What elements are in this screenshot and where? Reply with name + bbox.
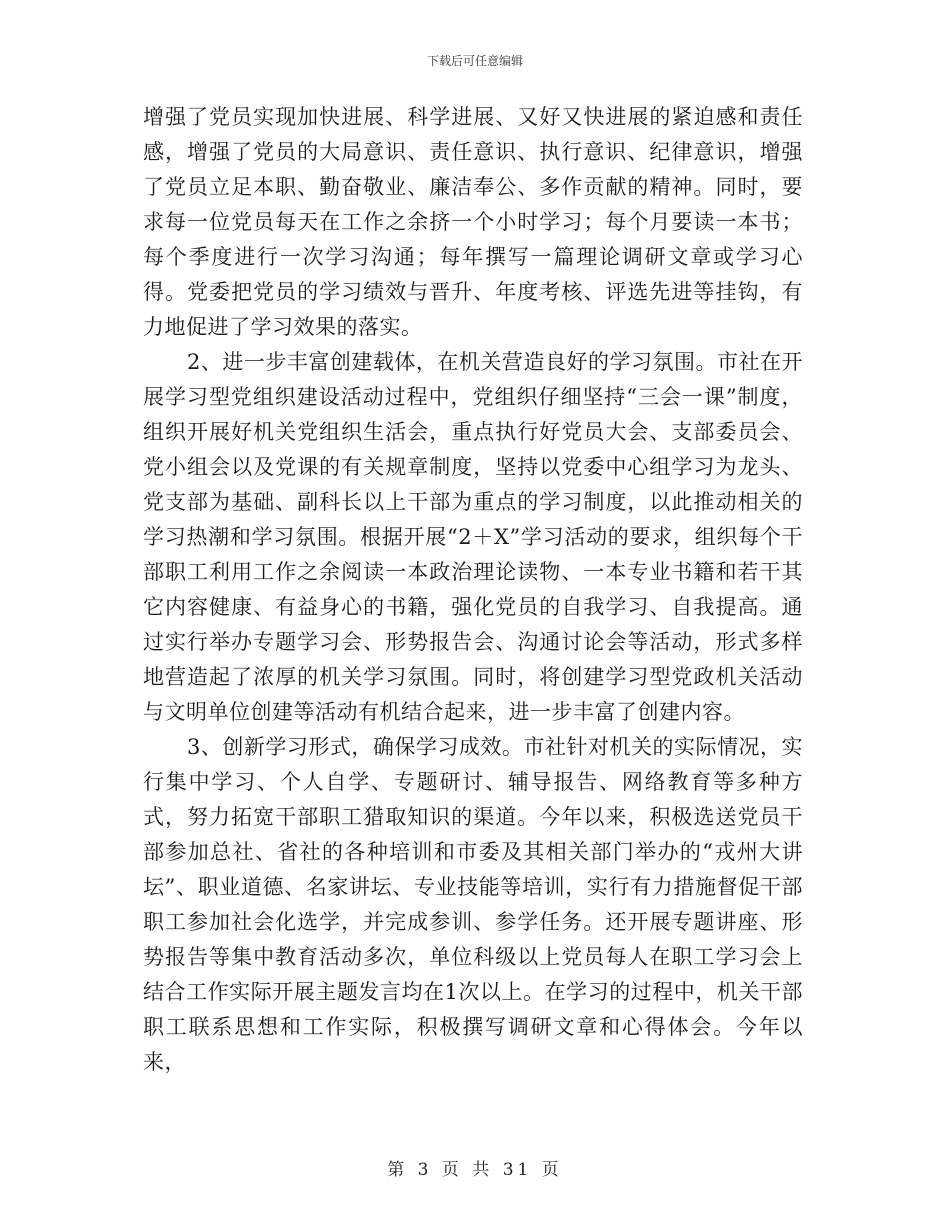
page-header: 下载后可任意编辑	[426, 54, 523, 68]
paragraph-2: 2、进一步丰富创建载体，在机关营造良好的学习氛围。市社在开展学习型党组织建设活动过程中，党组织仔细坚持“三会一课”制度，组织开展好机关党组织生活会，重点执行好党员大会、支部委员会、党小组会以及党课的有关规章制度，坚持以党委中心组学习为龙头、党支部为基础、副科长以上干部为重点的学习制度，以此推动相关的学习热潮和学习氛围。根据开展“2＋X”学习活动的要求，组织每个干部职工利用工作之余阅读一本政治理论读物、一本专业书籍和若干其它内容健康、有益身心的书籍，强化党员的自我学习、自我提高。通过实行举办专题学习会、形势报告会、沟通讨论会等活动，形式多样地营造起了浓厚的机关学习氛围。同时，将创建学习型党政机关活动与文明单位创建等活动有机结合起来，进一步丰富了创建内容。	[143, 350, 803, 724]
paragraph-3: 3、创新学习形式，确保学习成效。市社针对机关的实际情况，实行集中学习、个人自学、专题研讨、辅导报告、网络教育等多种方式，努力拓宽干部职工猎取知识的渠道。今年以来，积极选送党员干部参加总社、省社的各种培训和市委及其相关部门举办的“戎州大讲坛”、职业道德、名家讲坛、专业技能等培训，实行有力措施督促干部职工参加社会化选学，并完成参训、参学任务。还开展专题讲座、形势报告等集中教育活动多次，单位科级以上党员每人在职工学习会上结合工作实际开展主题发言均在1次以上。在学习的过程中，机关干部职工联系思想和工作实际，积极撰写调研文章和心得体会。今年以来，	[143, 735, 803, 1074]
paragraph-1: 增强了党员实现加快进展、科学进展、又好又快进展的紧迫感和责任感，增强了党员的大局意识、责任意识、执行意识、纪律意识，增强了党员立足本职、勤奋敬业、廉洁奉公、多作贡献的精神。同时，要求每一位党员每天在工作之余挤一个小时学习；每个月要读一本书；每个季度进行一次学习沟通；每年撰写一篇理论调研文章或学习心得。党委把党员的学习绩效与晋升、年度考核、评选先进等挂钩，有力地促进了学习效果的落实。	[143, 105, 803, 339]
document-body	[143, 100, 803, 1080]
page-number: 第 3 页 共 31 页	[387, 1160, 563, 1180]
